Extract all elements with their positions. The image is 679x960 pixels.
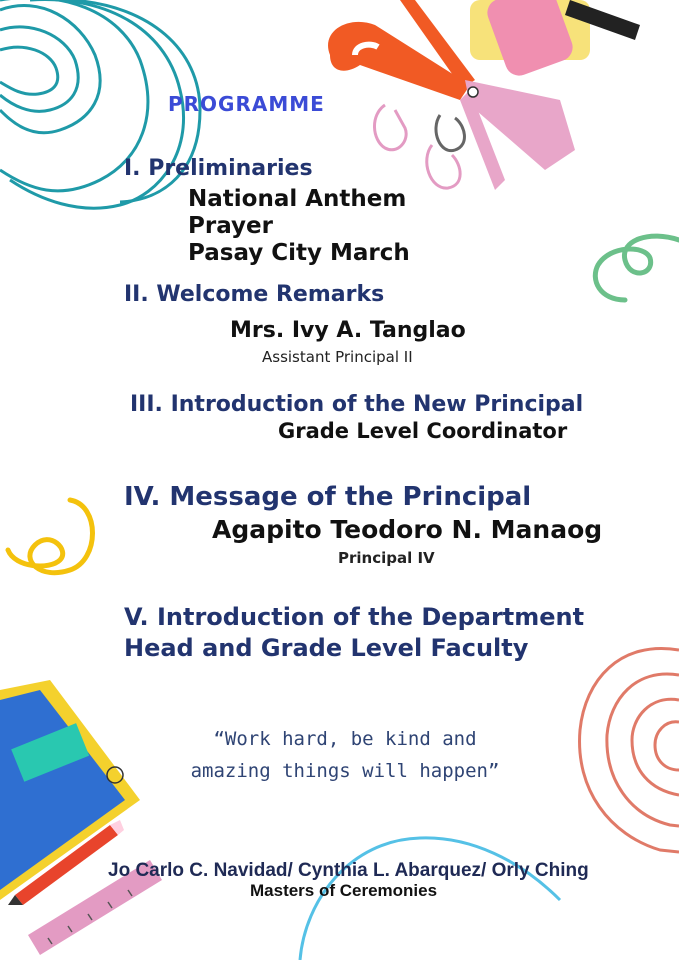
principal-role: Principal IV [338, 549, 435, 567]
page-title: PROGRAMME [168, 92, 325, 116]
principal-name: Agapito Teodoro N. Manaog [212, 515, 603, 544]
preliminaries-item-1: National Anthem [188, 186, 407, 212]
emcee-names: Jo Carlo C. Navidad/ Cynthia L. Abarquez/ Orly Ching [108, 860, 589, 881]
green-squiggle-decoration [595, 236, 679, 300]
yellow-loop-decoration [8, 500, 93, 573]
introducer-name: Grade Level Coordinator [278, 419, 568, 443]
preliminaries-item-2: Prayer [188, 213, 273, 239]
motto-line-1: “Work hard, be kind and [213, 728, 477, 750]
eraser-icon [470, 0, 640, 80]
section-3-heading: III. Introduction of the New Principal [130, 392, 584, 417]
preliminaries-item-3: Pasay City March [188, 240, 410, 266]
section-5-heading-line1: V. Introduction of the Department [124, 603, 585, 631]
welcome-speaker-role: Assistant Principal II [262, 348, 413, 366]
emcee-role: Masters of Ceremonies [250, 881, 438, 900]
motto-quote [180, 728, 510, 782]
section-1-heading: I. Preliminaries [124, 156, 313, 181]
section-5-heading-line2: Head and Grade Level Faculty [124, 634, 529, 662]
motto-line-2: amazing things will happen” [190, 760, 500, 782]
section-4-heading: IV. Message of the Principal [124, 482, 532, 512]
welcome-speaker-name: Mrs. Ivy A. Tanglao [230, 318, 466, 343]
coral-swirl-decoration [580, 648, 679, 852]
paperclip-icon [374, 105, 464, 188]
section-2-heading: II. Welcome Remarks [124, 282, 385, 307]
